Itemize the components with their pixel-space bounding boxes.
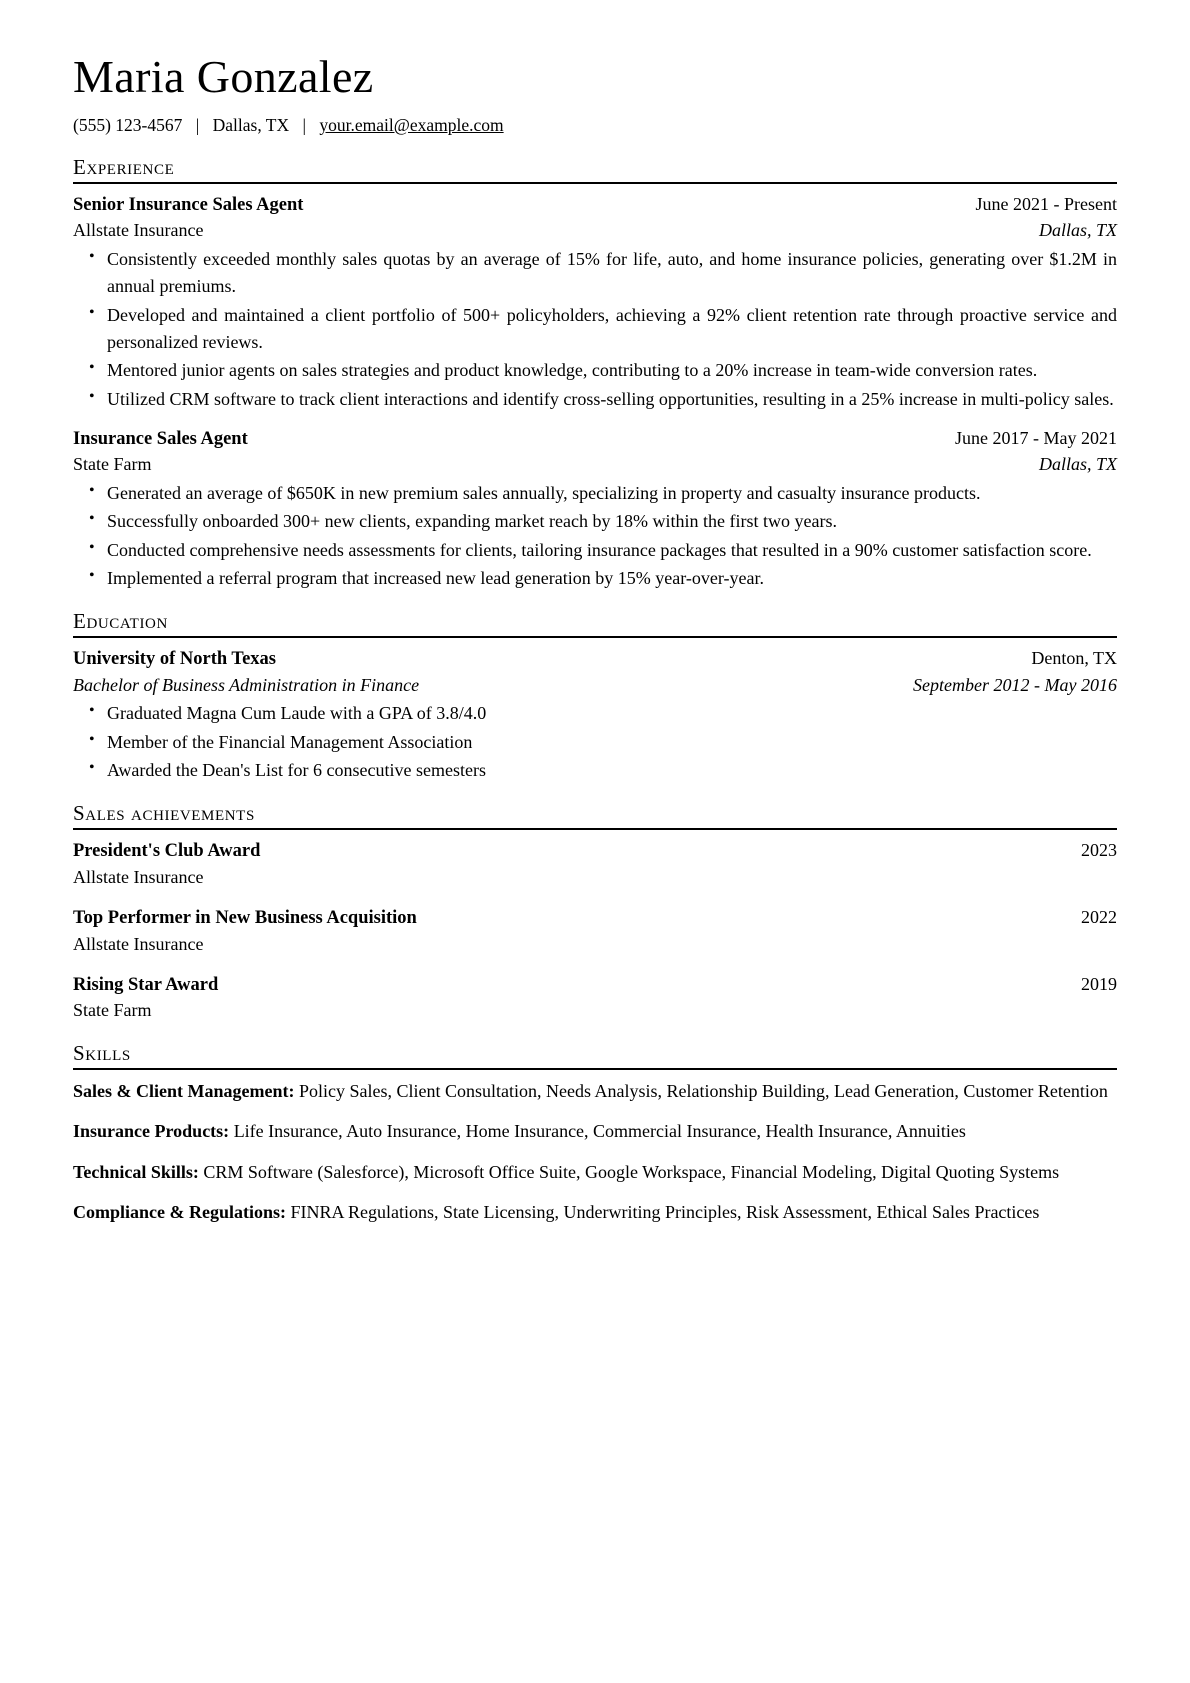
skill-category-values: Life Insurance, Auto Insurance, Home Insurance, Commercial Insurance, Health Insurance, Annuities xyxy=(229,1121,966,1142)
skill-category-values: Policy Sales, Client Consultation, Needs Analysis, Relationship Building, Lead Generation, Customer Retention xyxy=(294,1081,1108,1102)
experience-entry-header xyxy=(73,192,1117,218)
award-year: 2023 xyxy=(1081,840,1117,861)
section-title-education: Education xyxy=(73,609,168,634)
education-entry xyxy=(73,646,1117,784)
email-link[interactable]: your.email@example.com xyxy=(319,114,504,135)
list-item: • Successfully onboarded 300+ new clients, expanding market reach by 18% within the first two years. xyxy=(73,508,1117,535)
list-item: • Consistently exceeded monthly sales quotas by an average of 15% for life, auto, and home insurance policies, generating over $1.2M in annual premiums. xyxy=(73,246,1117,301)
contact-location: Dallas, TX xyxy=(212,114,290,135)
award-year: 2019 xyxy=(1081,974,1117,995)
school-name: University of North Texas xyxy=(73,649,276,670)
skill-group xyxy=(73,1199,1117,1226)
phone-number: (555) 123-4567 xyxy=(73,114,183,135)
degree-name: Bachelor of Business Administration in Finance xyxy=(73,674,420,695)
list-item: • Developed and maintained a client portfolio of 500+ policyholders, achieving a 92% client retention rate through proactive service and personalized reviews. xyxy=(73,302,1117,357)
achievement-entry-header xyxy=(73,972,1117,998)
achievement-entry-header xyxy=(73,905,1117,931)
section-experience xyxy=(73,155,1117,592)
list-item: • Utilized CRM software to track client interactions and identify cross-selling opportunities, resulting in a 25% increase in multi-policy sales. xyxy=(73,386,1117,413)
job-bullet-list xyxy=(73,480,1117,592)
list-item: • Implemented a referral program that increased new lead generation by 15% year-over-year. xyxy=(73,565,1117,592)
skill-category-values: CRM Software (Salesforce), Microsoft Office Suite, Google Workspace, Financial Modeling, Digital Quoting Systems xyxy=(198,1161,1060,1182)
section-rule xyxy=(73,636,1117,638)
award-organization: State Farm xyxy=(73,1000,152,1021)
skill-group xyxy=(73,1078,1117,1105)
experience-entry-header xyxy=(73,426,1117,452)
list-item: • Mentored junior agents on sales strategies and product knowledge, contributing to a 20% increase in team-wide conversion rates. xyxy=(73,357,1117,384)
achievement-entry-subheader xyxy=(73,998,1117,1024)
achievement-entry-header xyxy=(73,838,1117,864)
section-achievements xyxy=(73,801,1117,1024)
section-title-experience: Experience xyxy=(73,154,175,179)
list-item: • Generated an average of $650K in new premium sales annually, specializing in property and casualty insurance products. xyxy=(73,480,1117,507)
list-item: • Member of the Financial Management Association xyxy=(73,729,1117,756)
award-year: 2022 xyxy=(1081,907,1117,928)
experience-entry xyxy=(73,426,1117,592)
section-education xyxy=(73,609,1117,784)
section-skills xyxy=(73,1041,1117,1227)
job-dates: June 2017 - May 2021 xyxy=(955,428,1117,449)
school-location: Denton, TX xyxy=(1031,648,1117,669)
resume-header xyxy=(73,52,1117,138)
job-bullet-list xyxy=(73,246,1117,413)
job-location: Dallas, TX xyxy=(1038,454,1117,475)
award-title: President's Club Award xyxy=(73,841,261,862)
section-rule xyxy=(73,828,1117,830)
skill-category-label: Technical Skills: xyxy=(73,1161,199,1182)
education-entry-subheader xyxy=(73,673,1117,699)
skill-group xyxy=(73,1159,1117,1186)
job-location: Dallas, TX xyxy=(1038,220,1117,241)
contact-separator: | xyxy=(302,114,306,135)
education-dates: September 2012 - May 2016 xyxy=(913,674,1117,695)
achievement-entry xyxy=(73,972,1117,1024)
award-title: Rising Star Award xyxy=(73,975,219,996)
achievement-entry xyxy=(73,905,1117,957)
contact-line xyxy=(73,112,1117,138)
company-name: State Farm xyxy=(73,454,152,475)
award-organization: Allstate Insurance xyxy=(73,866,204,887)
list-item: • Graduated Magna Cum Laude with a GPA of 3.8/4.0 xyxy=(73,700,1117,727)
section-title-skills: Skills xyxy=(73,1040,131,1065)
job-title: Senior Insurance Sales Agent xyxy=(73,195,304,216)
skill-group xyxy=(73,1118,1117,1145)
skill-category-label: Sales & Client Management: xyxy=(73,1081,295,1102)
award-title: Top Performer in New Business Acquisition xyxy=(73,908,417,929)
candidate-name: Maria Gonzalez xyxy=(73,51,374,102)
contact-separator: | xyxy=(195,114,200,135)
achievement-entry xyxy=(73,838,1117,890)
skill-category-label: Compliance & Regulations: xyxy=(73,1202,286,1223)
section-rule xyxy=(73,1068,1117,1070)
company-name: Allstate Insurance xyxy=(73,220,204,241)
job-title: Insurance Sales Agent xyxy=(73,429,248,450)
list-item: • Conducted comprehensive needs assessments for clients, tailoring insurance packages that resulted in a 90% customer satisfaction score. xyxy=(73,537,1117,564)
skill-category-values: FINRA Regulations, State Licensing, Underwriting Principles, Risk Assessment, Ethical Sales Practices xyxy=(286,1202,1040,1223)
section-rule xyxy=(73,182,1117,184)
section-title-achievements: Sales achievements xyxy=(73,801,255,826)
education-bullet-list xyxy=(73,700,1117,784)
award-organization: Allstate Insurance xyxy=(73,933,204,954)
list-item: • Awarded the Dean's List for 6 consecutive semesters xyxy=(73,757,1117,784)
skill-category-label: Insurance Products: xyxy=(73,1121,230,1142)
experience-entry xyxy=(73,192,1117,413)
education-entry-header xyxy=(73,646,1117,672)
job-dates: June 2021 - Present xyxy=(975,194,1117,215)
experience-entry-subheader xyxy=(73,218,1117,244)
experience-entry-subheader xyxy=(73,452,1117,478)
achievement-entry-subheader xyxy=(73,932,1117,958)
achievement-entry-subheader xyxy=(73,865,1117,891)
